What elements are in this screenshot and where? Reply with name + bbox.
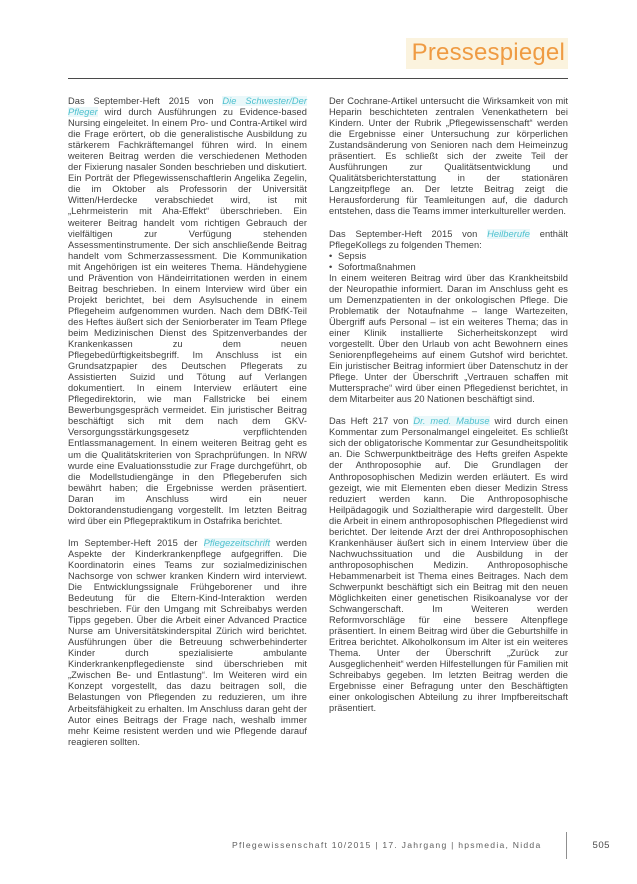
text-run: Im September-Heft 2015 der — [68, 537, 204, 548]
paragraph — [68, 96, 307, 527]
right-column — [329, 96, 568, 748]
journal-title-link[interactable]: Pflegezeitschrift — [203, 537, 271, 548]
bullet-item — [329, 262, 568, 273]
header-rule — [68, 78, 568, 79]
text-run: Sofortmaßnahmen — [338, 261, 416, 272]
text-run: Das Heft 217 von — [329, 416, 414, 427]
text-run: Das September-Heft 2015 von — [68, 96, 223, 106]
text-run: wird durch einen Kommentar zum Personalmangel eingeleitet. Es schließt sich der obligatorische Kommentar zur Gesundheitspolitik an. Die Schwerpunktbeiträge des Hefts greifen Aspekte der Anthroposophie auf. Die Grundlagen der Anthroposophischen Medizin werden erläutert. Es wird gezeigt, wie mit Elementen eben dieser Medizin Stress reduziert werden kann. Die Anthroposophische Heilpädagogik und Sozialtherapie wird dargestellt. Über die Arbeit in einem anthroposophischen Pflegedienst wird berichtet. Der leitende Arzt der drei Anthroposophischen Krankenhäuser äußert sich in einem Interview über die Nachwuchssituation und die Ausbildung in der anthroposophischen Medizin. Anthroposophische Hebammenarbeit ist Thema eines Beitrages. Nach dem Schwerpunkt beschäftigt sich ein Beitrag mit den neuen Möglichkeiten einer genetischen Risikoanalyse vor der Schwangerschaft. Im Weiteren werden Reformvorschläge für eine bessere Altenpflege präsentiert. In einem Beitrag wird über die Geburtshilfe in Eritrea berichtet. Alkoholkonsum im Alter ist ein weiteres Thema. Unter der Überschrift „Zurück zur Ausgeglichenheit“ werden Hilfestellungen für Familien mit Schreibabys gegeben. Im letzten Beitrag werden die Ergebnisse einer Befragung unter den Beschäftigten einer onkologischen Abteilung zu ihrer Impfbereitschaft präsentiert. — [329, 416, 568, 714]
bullet-icon: • — [329, 250, 333, 261]
footer-journal-info: Pflegewissenschaft 10/2015 | 17. Jahrgang | hpsmedia, Nidda — [232, 840, 542, 850]
footer-page-number: 505 — [592, 839, 610, 851]
paragraph — [329, 416, 568, 714]
journal-title-link[interactable]: Heilberufe — [487, 228, 530, 239]
text-run: Das September-Heft 2015 von — [329, 228, 488, 239]
bullet-item — [329, 251, 568, 262]
page-title: Pressespiegel — [406, 38, 568, 69]
text-run: wird durch Ausführungen zu Evidence-based Nursing eingeleitet. In einem Pro- und Contra-Artikel wird die Frage erörtert, ob die generalistische Ausbildung zu stärkerem Fachkräftemangel führen wird. In einem weiteren Beitrag werden die verschiedenen Methoden der Fixierung nasaler Sonden beschrieben und diskutiert. Ein Porträt der Pflegewissenschaftlerin Angelika Zegelin, die im Oktober als Professorin der Universität Witten/Herdecke verabschiedet wird, ist mit „Lehrmeisterin mit Aha-Effekt“ überschrieben. Ein weiterer Beitrag handelt vom richtigen Gebrauch der vielfältigen zur Verfügung stehenden Assessmentinstrumente. Der sich anschließende Beitrag handelt vom Schmerzassessment. Die Kommunikation mit Angehörigen ist ein weiteres Thema. Händehygiene und Prävention von Händeirritationen werden in einem Beitrag beschrieben. In einem Interview wird über ein Projekt berichtet, bei dem Asylsuchende in einem Pflegeheim aufgenommen wurden. Nach dem DBfK-Teil des Heftes äußert sich der Seniorberater im Team Pflege beim Medizinischen Dienst des Spitzenverbandes der Krankenkassen zu dem neuen Pflegebedürftigkeitsbegriff. Im Anschluss ist ein Grundsatzpapier des Deutschen Pflegerats zu Assistierten Suizid und Tötung auf Verlangen dokumentiert. In einem Interview erläutert eine Pflegedirektorin, wie man Fallstricke bei einem Bewerbungsgespräch vermeidet. Ein juristischer Beitrag beschäftigt sich mit dem nach dem GKV-Versorgungsstärkungsgesetz verpflichtenden Entlassmanagement. In einem weiteren Beitrag geht es um die Qualitätskriterien von Sprachprüfungen. In NRW wurde eine Evaluationsstudie zur Frage durchgeführt, ob die Modellstudiengänge in den Pflegeberufen sich bewährt haben; die Ergebnisse werden präsentiert. Daran im Anschluss wird ein neuer Doktorandenstudiengang vorgestellt. Im letzten Beitrag wird über ein Pflegepraktikum in Ostafrika berichtet. — [68, 107, 307, 526]
footer-divider — [566, 832, 568, 859]
paragraph — [68, 538, 307, 748]
text-run: enthält PflegeKollegs zu folgenden Themen: — [329, 228, 568, 250]
paragraph — [329, 229, 568, 251]
bullet-icon: • — [329, 261, 333, 272]
page-footer — [68, 831, 610, 859]
page-header — [68, 38, 568, 69]
paragraph — [329, 273, 568, 406]
text-run: werden Aspekte der Kinderkrankenpflege aufgegriffen. Die Koordinatorin eines Teams zur sozialmedizinischen Nachsorge von schwer kranken Kindern wird interviewt. Die Entwicklungssignale Frühgeborener und ihre Bedeutung für die Eltern-Kind-Interaktion werden beschrieben. Für den Umgang mit Schreibabys werden Tipps gegeben. Über die Arbeit einer Advanced Practice Nurse am Universitätskinderspital Zürich wird berichtet. Ausführungen über die Betreuung schwerbehinderter Kinder durch spezialisierte ambulante Kinderkrankenpflegedienste sind überschrieben mit „Zwischen Be- und Entlastung“. Im Weiteren wird ein Konzept vorgestellt, das dazu beitragen soll, die Belastungen von Pflegenden zu reduzieren, um ihre Arbeitsfähigkeit zu erhalten. Im Anschluss daran geht der Autor eines Beitrags der Frage nach, weshalb immer mehr Keime resistent werden und wie Pflegende darauf reagieren sollten. — [68, 537, 307, 747]
paragraph — [329, 96, 568, 218]
text-run: Sepsis — [338, 250, 367, 261]
article-body — [68, 96, 568, 748]
text-run: Der Cochrane-Artikel untersucht die Wirksamkeit von mit Heparin beschichteten zentralen Venenkathetern bei Kindern. Unter der Rubrik „Pflegewissenschaft“ werden die Ergebnisse einer Untersuchung zur körperlichen Zustandsänderung von Senioren nach dem Heimeinzug präsentiert. Es schließt sich der zweite Teil der Ausführungen zur Qualitätsentwicklung und Qualitätsberichterstattung in der stationären Langzeitpflege an. Der letzte Beitrag zeigt die Herausforderung für Teamleitungen auf, die dadurch entstehen, dass die Teams immer interkultureller werden. — [329, 96, 568, 217]
journal-title-link[interactable]: Die Schwester/Der Pfleger — [68, 96, 307, 118]
text-run: In einem weiteren Beitrag wird über das Krankheitsbild der Neuropathie informiert. Daran im Anschluss geht es um Demenzpatienten in der onkologischen Pflege. Die Problematik der Notaufnahme – lange Wartezeiten, Übergriff aufs Personal – ist ein weiteres Thema; das in einer Klinik installierte Sicherheitskonzept wird vorgestellt. Über den Urlaub von acht Bewohnern eines Seniorenpflegeheims auf einem Gutshof wird berichtet. Ein juristischer Beitrag informiert über Datenschutz in der Pflege. Unter der Überschrift „Vertrauen schaffen mit Muttersprache“ wird über einen Pflegedienst berichtet, in dem Mitarbeiter aus 20 Nationen beschäftigt sind. — [329, 272, 568, 405]
journal-title-link[interactable]: Dr. med. Mabuse — [413, 416, 490, 427]
left-column — [68, 96, 307, 748]
